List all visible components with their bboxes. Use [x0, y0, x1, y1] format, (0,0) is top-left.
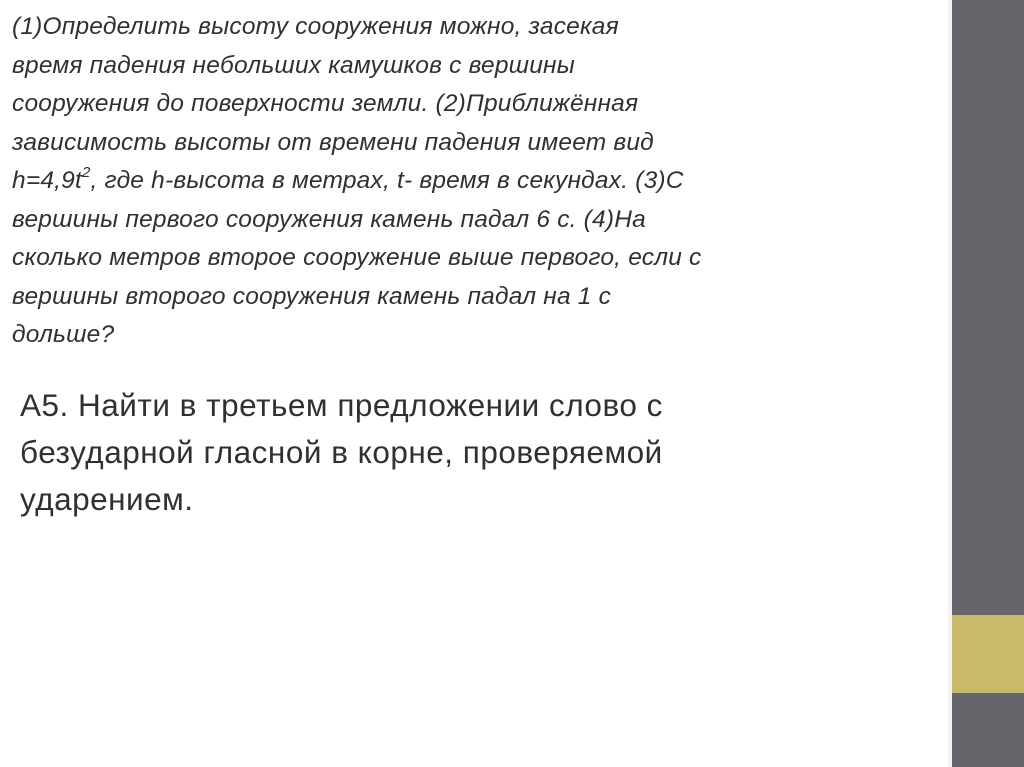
task-line-4: зависимость высоты от времени падения имеет вид — [12, 128, 654, 156]
task-line-9: дольше? — [12, 321, 115, 348]
formula-exponent: 2 — [82, 163, 91, 181]
question-line-2: безударной гласной в корне, проверяемой — [20, 434, 663, 470]
question-line-1: А5. Найти в третьем предложении слово с — [20, 387, 663, 423]
task-line-5 — [12, 162, 842, 201]
task-line-1: (1)Определить высоту сооружения можно, засекая — [12, 13, 619, 40]
task-text — [12, 8, 842, 355]
task-line-6: вершины первого сооружения камень падал 6 с. (4)На — [12, 205, 646, 233]
task-line-3: сооружения до поверхности земли. (2)Приближённая — [12, 90, 639, 117]
formula: h=4,9t — [12, 167, 82, 194]
question-line-3: ударением. — [20, 481, 194, 517]
accent-block — [952, 615, 1024, 693]
task-line-7: сколько метров второе сооружение выше первого, если с — [12, 244, 702, 271]
task-line-8: вершины второго сооружения камень падал на 1 с — [12, 282, 612, 310]
task-line-2: время падения небольших камушков с вершины — [12, 51, 575, 79]
task-line-5-rest: , где h-высота в метрах, t- время в секундах. (3)С — [90, 167, 684, 194]
question-text — [20, 382, 920, 523]
